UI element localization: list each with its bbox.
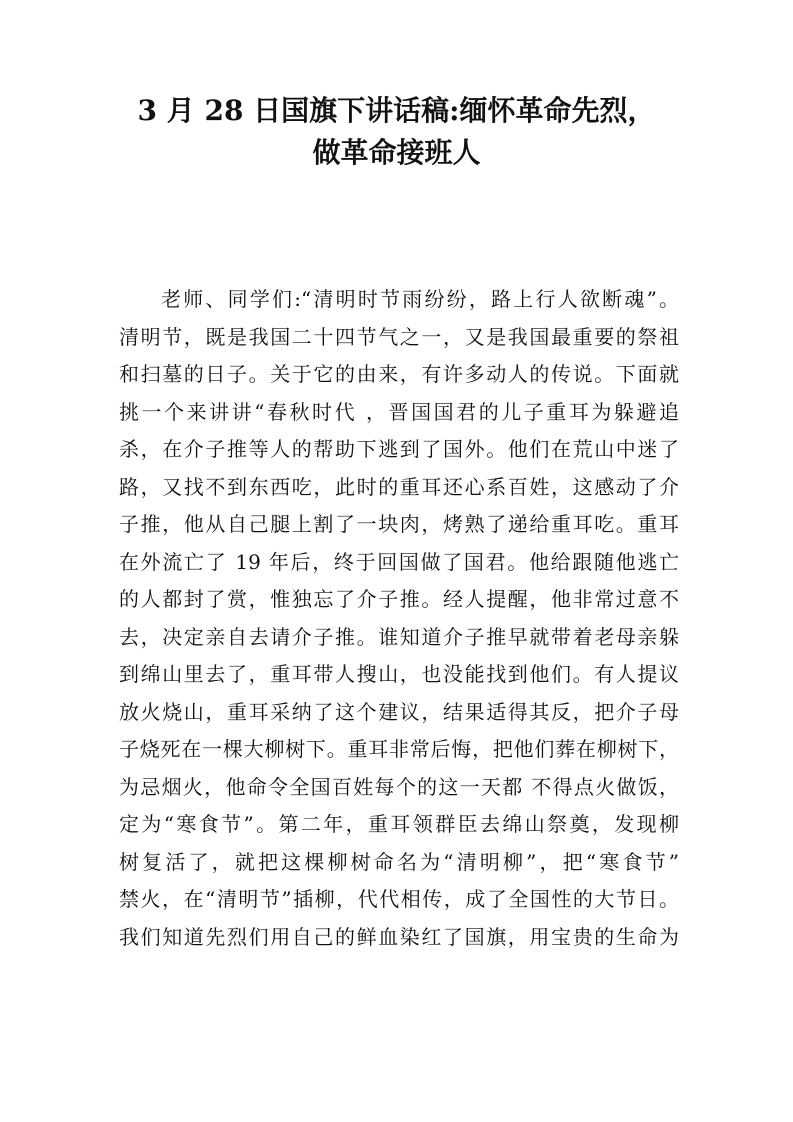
body-line: 的人都封了赏，惟独忘了介子推。经人提醒，他非常过意不	[119, 587, 679, 611]
body-line: 清明节，既是我国二十四节气之一，又是我国最重要的祭祖	[119, 324, 679, 349]
body-line: 我们知道先烈们用自己的鲜血染红了国旗，用宝贵的生命为	[119, 924, 679, 949]
body-line: 子烧死在一棵大柳树下。重耳非常后悔，把他们葬在柳树下，	[119, 737, 679, 761]
body-line: 路，又找不到东西吃，此时的重耳还心系百姓，这感动了介	[119, 474, 679, 499]
body-line: 树复活了，就把这棵柳树命名为“清明柳”，把“寒食节”	[119, 849, 679, 874]
body-line: 在外流亡了 19 年后，终于回国做了国君。他给跟随他逃亡	[119, 549, 679, 574]
body-line: 为忌烟火，他命令全国百姓每个的这一天都 不得点火做饭，	[119, 774, 679, 799]
title-line-1: 3 月 28 日国旗下讲话稿:缅怀革命先烈，	[137, 94, 656, 127]
body-line: 去，决定亲自去请介子推。谁知道介子推早就带着老母亲躲	[119, 624, 679, 649]
document-title	[100, 90, 693, 174]
body-line: 和扫墓的日子。关于它的由来，有许多动人的传说。下面就	[119, 362, 679, 386]
body-line: 禁火，在“清明节”插柳，代代相传，成了全国性的大节日。	[119, 887, 679, 911]
speech-body	[119, 281, 679, 956]
body-line: 到绵山里去了，重耳带人搜山，也没能找到他们。有人提议	[119, 662, 679, 686]
body-line: 挑一个来讲讲“春秋时代 ，晋国国君的儿子重耳为躲避追	[119, 399, 679, 424]
title-line-2: 做革命接班人	[312, 136, 481, 169]
body-line: 老师、同学们:“清明时节雨纷纷，路上行人欲断魂”。	[161, 287, 679, 311]
body-line: 定为“寒食节”。第二年，重耳领群臣去绵山祭奠，发现柳	[119, 812, 679, 836]
body-line: 子推，他从自己腿上割了一块肉，烤熟了递给重耳吃。重耳	[119, 512, 679, 536]
body-line: 杀，在介子推等人的帮助下逃到了国外。他们在荒山中迷了	[119, 437, 679, 461]
body-line: 放火烧山，重耳采纳了这个建议，结果适得其反，把介子母	[119, 699, 679, 724]
